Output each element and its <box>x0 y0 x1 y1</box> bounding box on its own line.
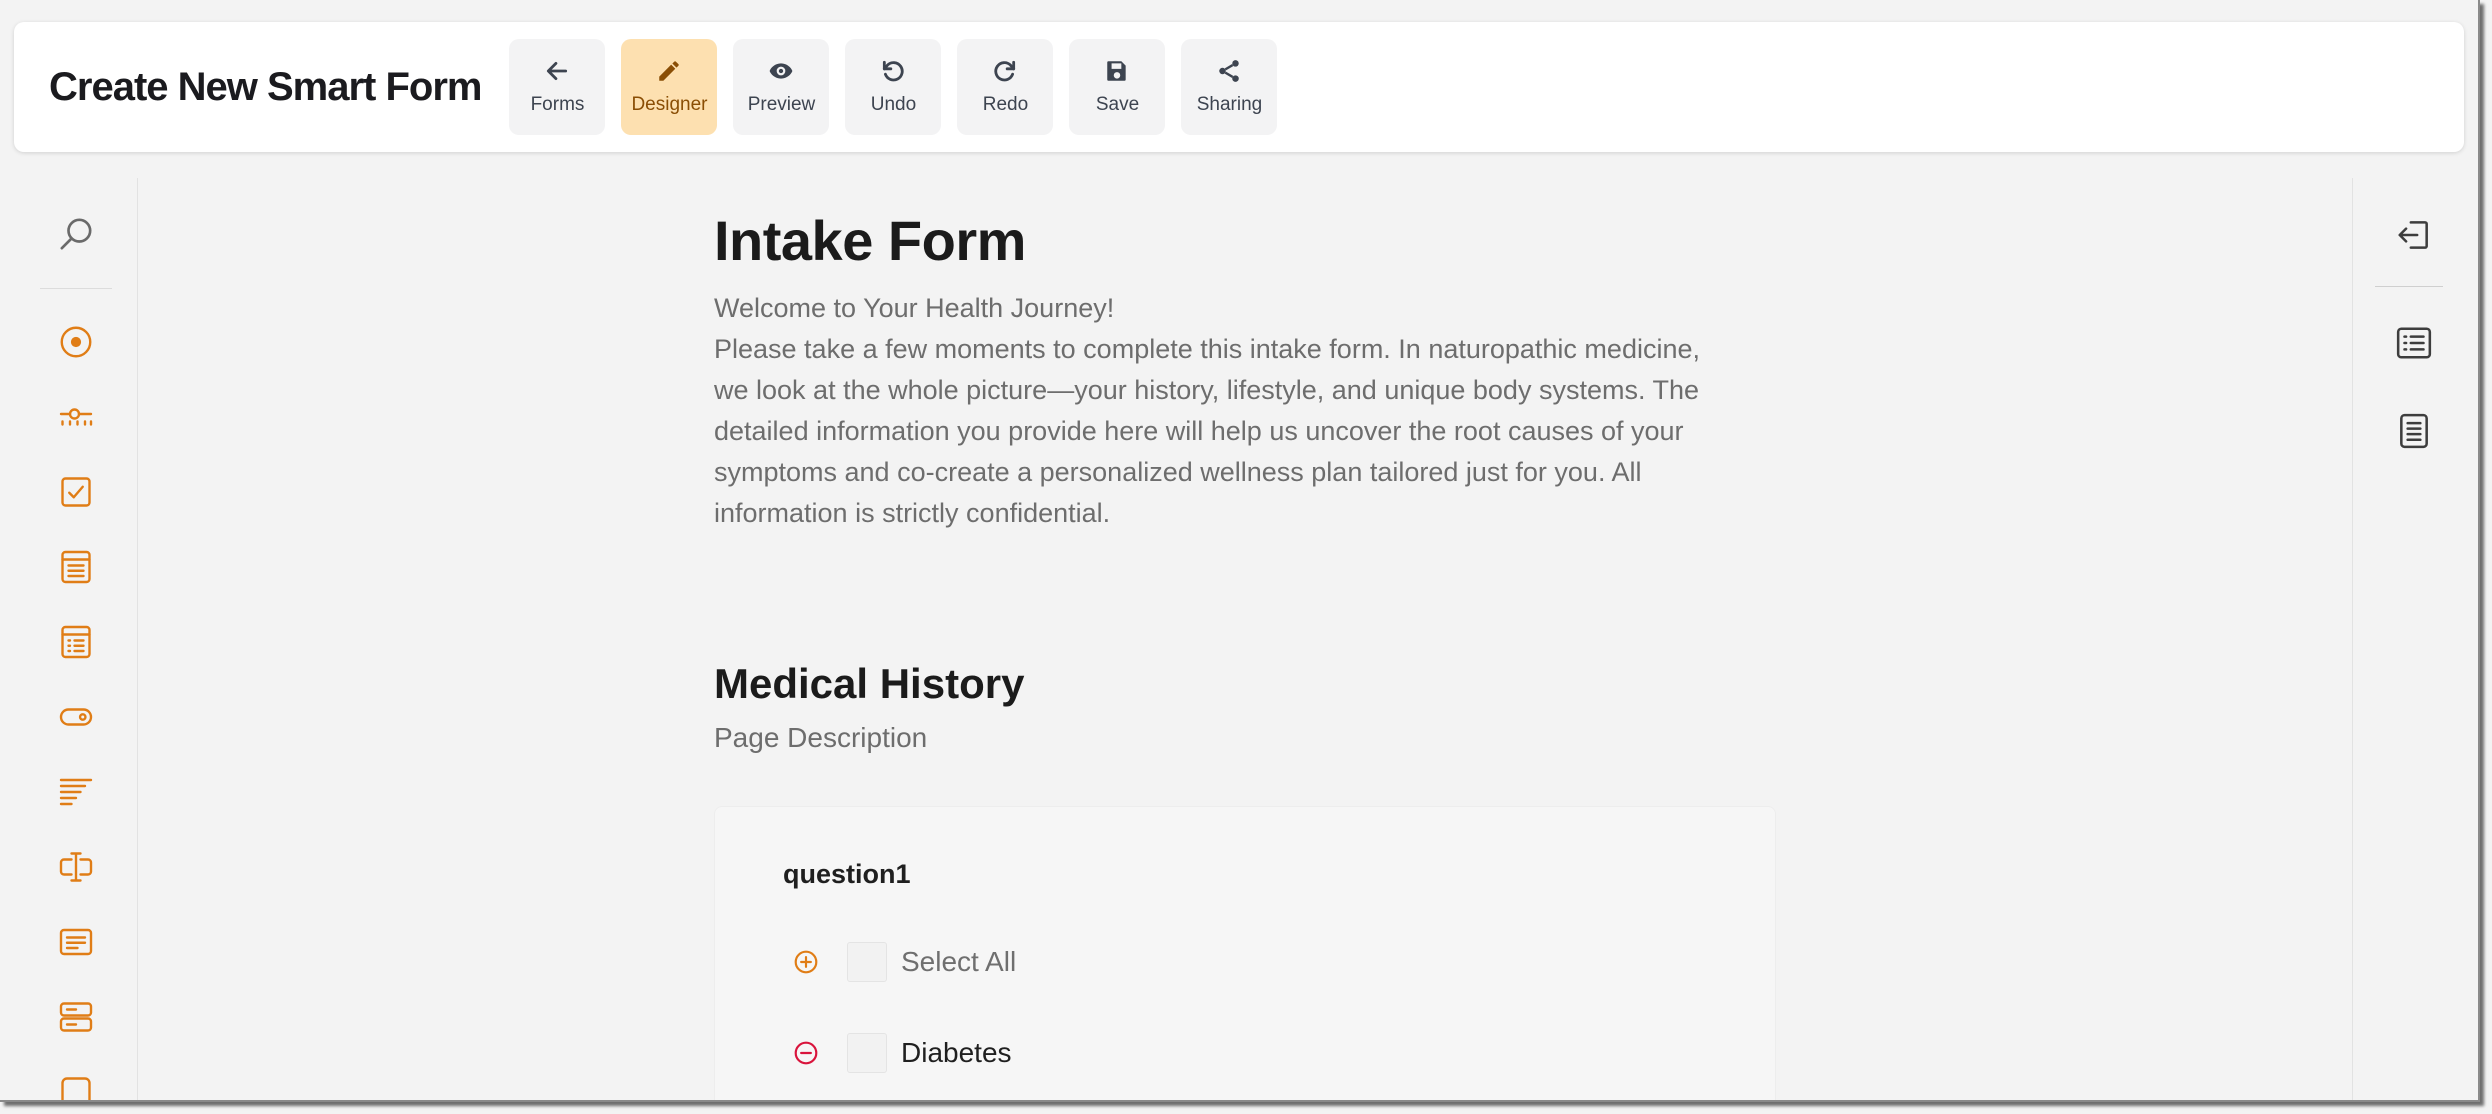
arrow-left-icon <box>544 58 570 84</box>
radio-icon[interactable] <box>58 324 94 360</box>
select-all-checkbox[interactable] <box>847 942 887 982</box>
checkbox-icon[interactable] <box>58 474 94 510</box>
add-item-icon[interactable] <box>793 949 819 975</box>
preview-button[interactable] <box>733 39 829 135</box>
slider-icon[interactable] <box>58 399 94 435</box>
design-surface <box>139 178 2351 1102</box>
undo-button[interactable] <box>845 39 941 135</box>
text-lines-icon[interactable] <box>58 774 94 810</box>
page-title[interactable]: Medical History <box>714 660 1025 707</box>
toolbar <box>14 22 2464 152</box>
diabetes-checkbox[interactable] <box>847 1033 887 1073</box>
redo-button-label: Redo <box>982 94 1029 115</box>
page-description[interactable]: Page Description <box>714 722 928 753</box>
form-description[interactable]: Welcome to Your Health Journey! Please take a few moments to complete this intake form. In naturopathic medicine, we look at the whole picture—your history, lifestyle, and unique body systems. The detailed information you provide here will help us uncover the root causes of your symptoms and co-create a personalized wellness plan tailored just for you. All information is strictly confidential. <box>714 293 1700 528</box>
square-icon[interactable] <box>58 1074 94 1102</box>
sharing-button[interactable] <box>1181 39 1277 135</box>
choice-label[interactable]: Diabetes <box>901 1037 1012 1068</box>
sharing-button-label: Sharing <box>1196 94 1263 115</box>
question-card[interactable] <box>714 806 1776 1102</box>
pencil-icon <box>656 58 682 84</box>
panel-icon[interactable] <box>58 999 94 1035</box>
designer-button-label: Designer <box>631 94 708 115</box>
choice-diabetes <box>793 1033 1012 1073</box>
properties-divider <box>2375 286 2443 287</box>
designer-button[interactable] <box>621 39 717 135</box>
property-list-icon[interactable] <box>2395 324 2433 362</box>
redo-icon <box>992 58 1018 84</box>
undo-button-label: Undo <box>870 94 917 115</box>
preview-button-label: Preview <box>747 94 816 115</box>
list-icon[interactable] <box>58 624 94 660</box>
comment-icon[interactable] <box>58 924 94 960</box>
save-button-label: Save <box>1095 94 1140 115</box>
sign-in-icon[interactable] <box>2395 216 2433 254</box>
properties-sidebar <box>2352 178 2480 1102</box>
dropdown-icon[interactable] <box>58 549 94 585</box>
toggle-icon[interactable] <box>58 699 94 735</box>
forms-button[interactable] <box>509 39 605 135</box>
redo-button[interactable] <box>957 39 1053 135</box>
app-title: Create New Smart Form <box>49 64 482 109</box>
share-icon <box>1216 58 1242 84</box>
document-icon[interactable] <box>2395 412 2433 450</box>
search-icon[interactable] <box>56 214 96 254</box>
remove-item-icon[interactable] <box>793 1040 819 1066</box>
question-title[interactable]: question1 <box>783 859 911 889</box>
forms-button-label: Forms <box>530 94 585 115</box>
floppy-disk-icon <box>1104 58 1130 84</box>
toolbox-divider <box>40 288 112 289</box>
form-title[interactable]: Intake Form <box>714 209 1026 272</box>
eye-icon <box>768 58 794 84</box>
choice-label: Select All <box>901 946 1017 977</box>
choice-select-all <box>793 942 1016 982</box>
save-button[interactable] <box>1069 39 1165 135</box>
undo-icon <box>880 58 906 84</box>
text-input-icon[interactable] <box>58 849 94 885</box>
toolbox-sidebar <box>0 178 138 1102</box>
